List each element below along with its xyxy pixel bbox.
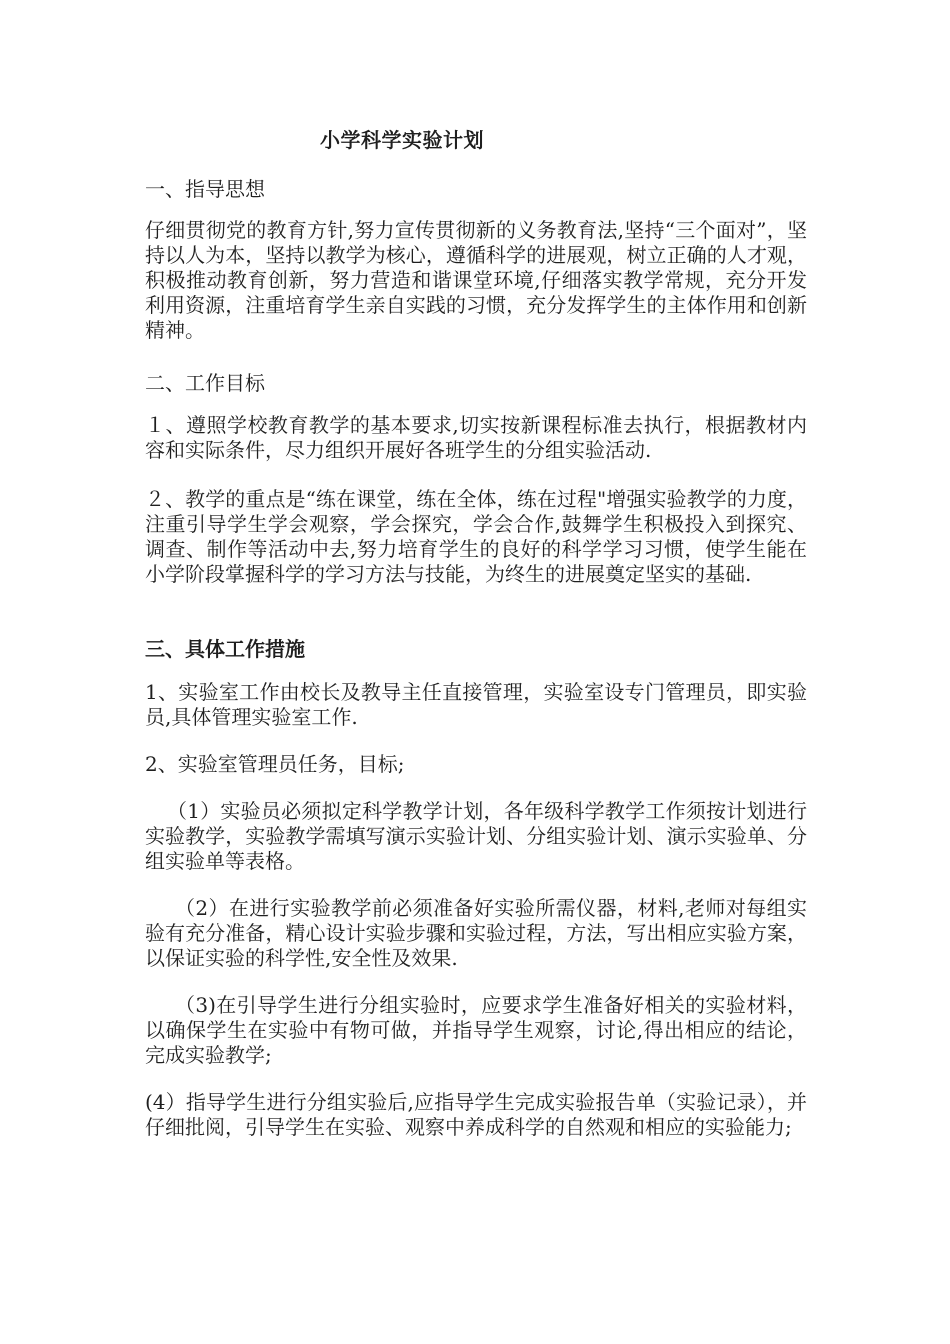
paragraph-guiding-ideology: 仔细贯彻党的教育方针,努力宣传贯彻新的义务教育法,坚持“三个面对”，坚持以人为本，坚持以教学为核心，遵循科学的进展观，树立正确的人才观，积极推动教育创新，努力营造和谐课堂环境,仔细落实教学常规，充分开发利用资源，注重培育学生亲自实践的习惯，充分发挥学生的主体作用和创新精神。 bbox=[145, 218, 807, 342]
paragraph-measure-2-item-3: （3)在引导学生进行分组实验时，应要求学生准备好相关的实验材料，以确保学生在实验中有物可做，并指导学生观察，讨论,得出相应的结论，完成实验教学; bbox=[145, 993, 807, 1067]
paragraph-measure-1: 1、实验室工作由校长及教导主任直接管理，实验室设专门管理员，即实验员,具体管理实验室工作. bbox=[145, 680, 807, 729]
paragraph-measure-2: 2、实验室管理员任务，目标; bbox=[145, 752, 405, 776]
paragraph-goal-1: １、遵照学校教育教学的基本要求,切实按新课程标准去执行，根据教材内容和实际条件，尽力组织开展好各班学生的分组实验活动. bbox=[145, 413, 807, 462]
paragraph-measure-2-item-4: (4）指导学生进行分组实验后,应指导学生完成实验报告单（实验记录），并仔细批阅，引导学生在实验、观察中养成科学的自然观和相应的实验能力; bbox=[145, 1090, 807, 1139]
paragraph-measure-2-item-1: （1）实验员必须拟定科学教学计划，各年级科学教学工作须按计划进行实验教学，实验教学需填写演示实验计划、分组实验计划、演示实验单、分组实验单等表格。 bbox=[145, 799, 807, 873]
section-heading-guiding-ideology: 一、指导思想 bbox=[145, 177, 265, 201]
paragraph-measure-2-item-2: （2）在进行实验教学前必须准备好实验所需仪器，材料,老师对每组实验有充分准备，精心设计实验步骤和实验过程，方法，写出相应实验方案，以保证实验的科学性,安全性及效果. bbox=[145, 896, 807, 970]
paragraph-goal-2: ２、教学的重点是“练在课堂，练在全体，练在过程"增强实验教学的力度，注重引导学生学会观察，学会探究，学会合作,鼓舞学生积极投入到探究、调查、制作等活动中去,努力培育学生的良好的科学学习习惯，使学生能在小学阶段掌握科学的学习方法与技能，为终生的进展奠定坚实的基础. bbox=[145, 487, 807, 586]
document-title: 小学科学实验计划 bbox=[320, 128, 484, 152]
section-heading-work-goals: 二、工作目标 bbox=[145, 371, 265, 395]
section-heading-measures: 三、具体工作措施 bbox=[145, 637, 305, 661]
